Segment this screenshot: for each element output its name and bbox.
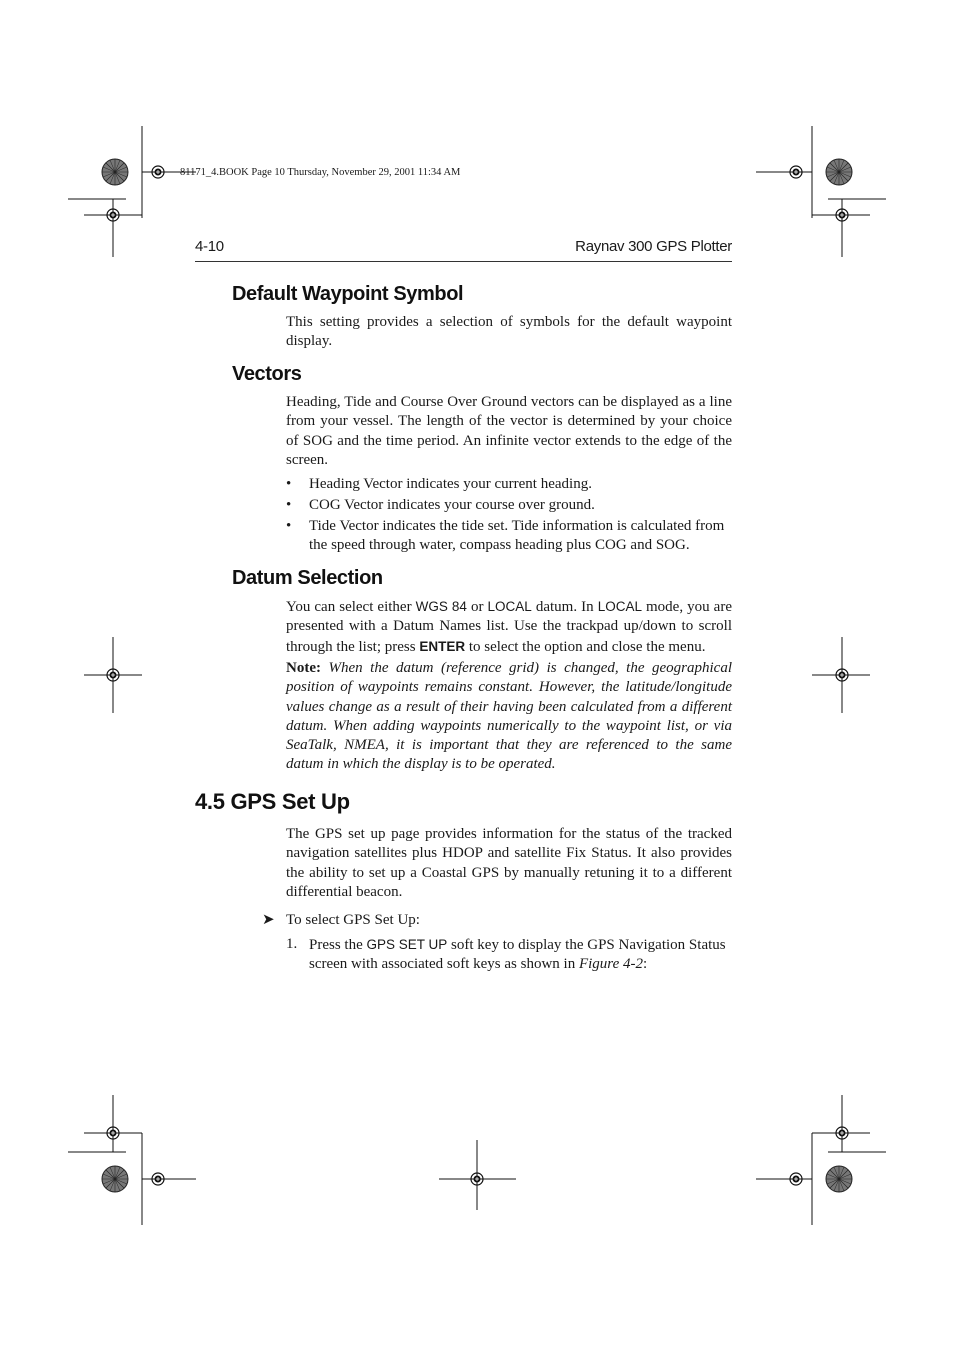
page-number: 4-10 (195, 238, 224, 255)
note-text: When the datum (reference grid) is changed, the geographical position of waypoints remains constant. However, the latitude/longitude values change as a result of their having been calculated from a different datum. When adding waypoints numerically to the waypoint list, or via SeaTalk, NMEA, it is important that they are referenced to the same datum in which the display is to be operated. (286, 660, 732, 773)
procedure-heading: ➤ To select GPS Set Up: (262, 912, 420, 928)
note-label: Note: (286, 660, 321, 676)
vectors-bullet-list (286, 475, 732, 557)
list-item: • COG Vector indicates your course over ground. (286, 496, 595, 513)
key-local: LOCAL (597, 599, 642, 614)
datum-body (286, 597, 732, 657)
header-rule (195, 261, 732, 262)
print-info: 81171_4.BOOK Page 10 Thursday, November 29, 2001 11:34 AM (180, 167, 461, 178)
gps-body (286, 825, 732, 902)
key-local: LOCAL (487, 599, 532, 614)
procedure-step-1: 1. Press the GPS SET UP soft key to display the GPS Navigation Status screen with associated soft keys as shown in Figure 4-2: (286, 936, 726, 973)
list-item: • Tide Vector indicates the tide set. Tide information is calculated from the speed through water, compass heading plus COG and SOG. (286, 517, 725, 553)
figure-reference: Figure 4-2 (578, 956, 643, 973)
waypoint-body (286, 313, 732, 352)
chapter-title-gps-setup: 4.5 GPS Set Up (195, 789, 350, 814)
section-title-vectors: Vectors (232, 363, 302, 385)
section-title-datum: Datum Selection (232, 567, 383, 589)
section-title-waypoint: Default Waypoint Symbol (232, 283, 464, 305)
paragraph: You can select either WGS 84 or LOCAL datum. In LOCAL mode, you are presented with a Datum Names list. Use the trackpad up/down to scroll through the list; press ENTER to select the option and close the menu. (286, 599, 732, 655)
datum-note (286, 659, 732, 775)
list-item: • Heading Vector indicates your current heading. (286, 476, 592, 492)
vectors-body (286, 393, 732, 470)
paragraph: Heading, Tide and Course Over Ground vectors can be displayed as a line from your vessel. The length of the vector is determined by your choice of SOG and the time period. An infinite vector extends to the edge of the screen. (286, 394, 732, 468)
key-wgs84: WGS 84 (415, 599, 467, 614)
arrow-icon: ➤ (262, 912, 275, 928)
paragraph: This setting provides a selection of symbols for the default waypoint display. (286, 314, 732, 350)
key-enter: ENTER (419, 638, 466, 654)
paragraph: The GPS set up page provides information for the status of the tracked navigation satellites plus HDOP and satellite Fix Status. It also provides the ability to set up a Coastal GPS by manually retuning it to a different differential beacon. (286, 826, 732, 900)
key-gps-set-up: GPS SET UP (366, 937, 448, 952)
book-title: Raynav 300 GPS Plotter (575, 238, 732, 255)
